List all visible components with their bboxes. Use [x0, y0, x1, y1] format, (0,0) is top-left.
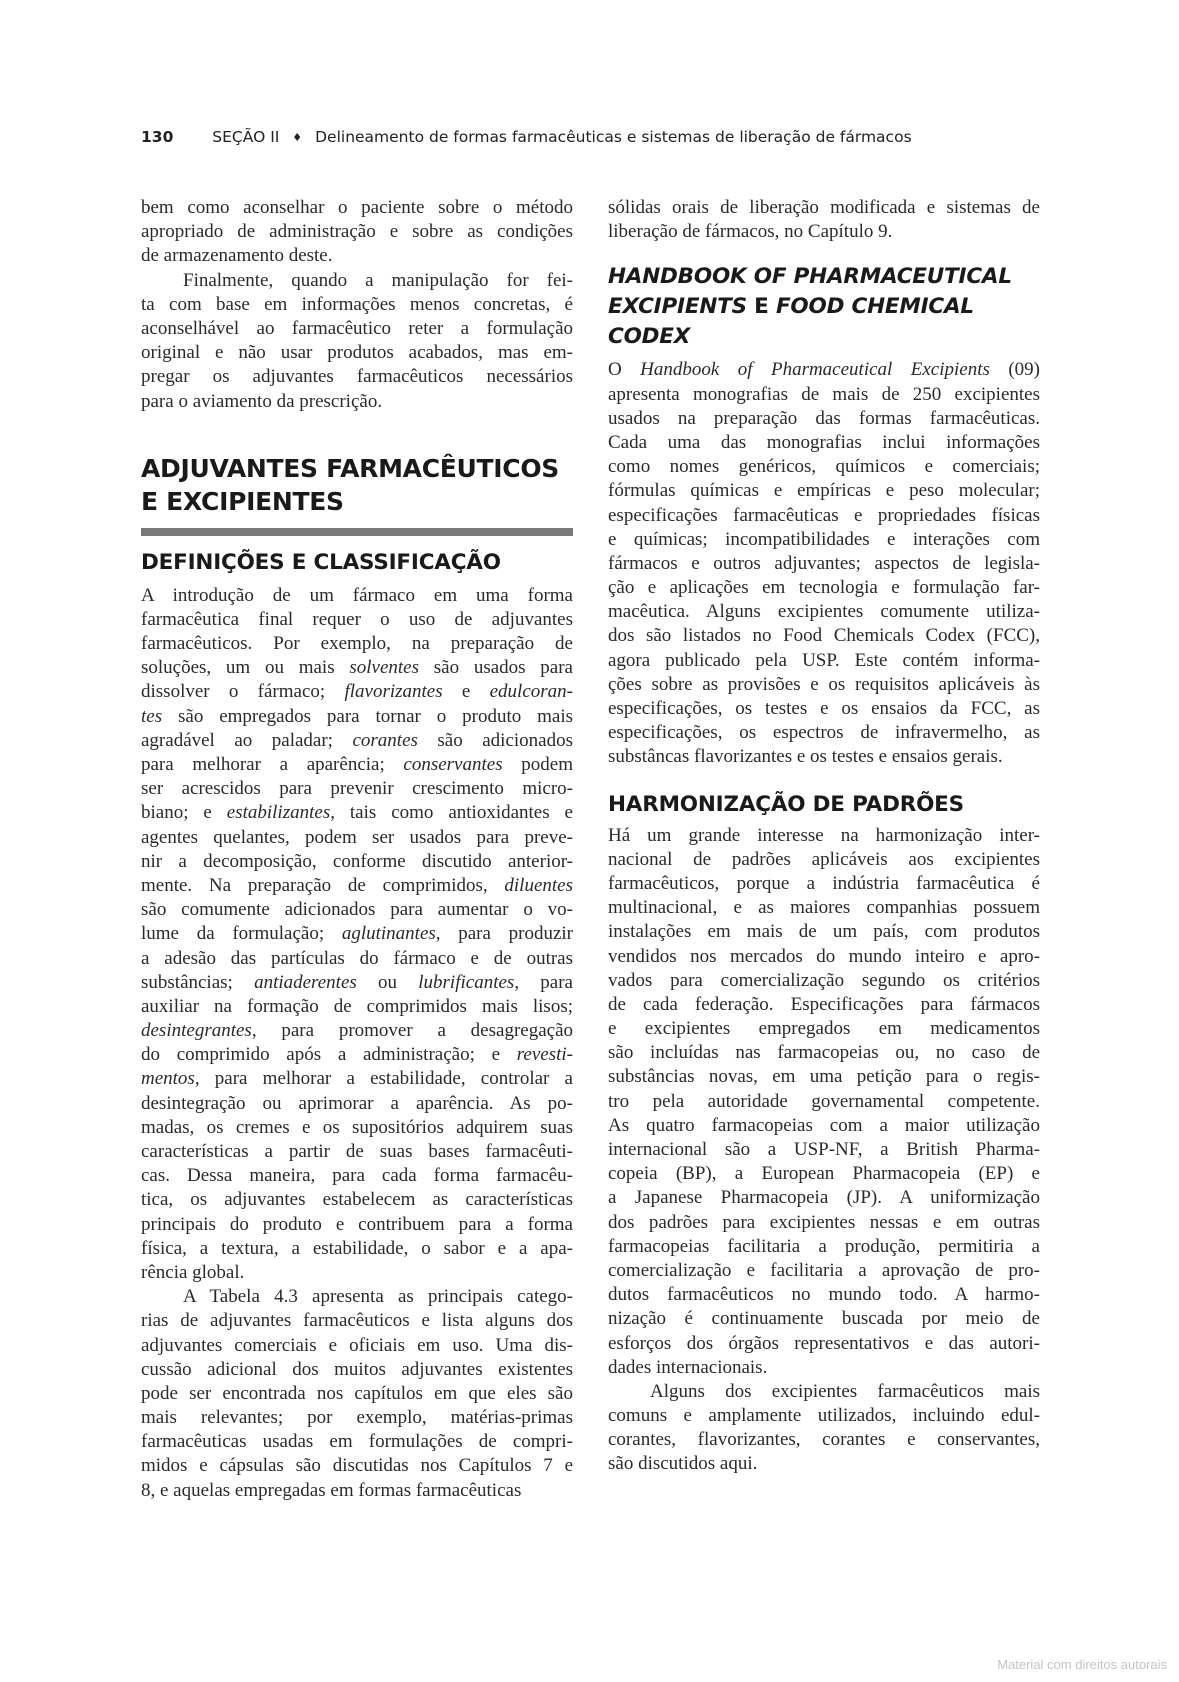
- emphasized-term: diluentes: [504, 874, 573, 896]
- text-line: midos e cápsulas são discutidas nos Capítulos 7 e: [141, 1455, 573, 1477]
- text-run: biano; e: [141, 802, 227, 824]
- text-run: Cada uma das monografias inclui informações: [608, 431, 1040, 453]
- text-line: corantes, flavorizantes, corantes e conservantes,: [608, 1429, 1040, 1451]
- emphasized-term: solventes: [349, 657, 419, 679]
- text-line: dades internacionais.: [608, 1356, 768, 1378]
- emphasized-term: edulcoran-: [489, 681, 573, 703]
- text-run: , para promover a desagregação: [251, 1020, 573, 1042]
- text-run: nir a decomposição, conforme discutido anterior-: [141, 850, 573, 872]
- heading-rule: [141, 528, 573, 536]
- text-run: e químicas; incompatibilidades e interações com: [608, 528, 1040, 550]
- text-run: ou: [356, 971, 419, 993]
- text-run: especificações, os testes e os ensaios da FCC, as: [608, 698, 1040, 719]
- text-run: agradável ao paladar;: [141, 729, 353, 751]
- text-line: [608, 649, 1040, 673]
- emphasized-term: estabilizantes: [226, 802, 331, 824]
- text-run: principais do produto e contribuem para a forma: [141, 1213, 573, 1235]
- text-line: comercialização e facilitaria a aprovação de pro-: [608, 1259, 1040, 1281]
- text-line: As quatro farmacopeias com a maior utilização: [608, 1114, 1040, 1136]
- text-run: são empregados para tornar o produto mais: [162, 705, 573, 727]
- text-run: física, a textura, a estabilidade, o sabor e a apa-: [141, 1237, 573, 1259]
- text-line: [608, 479, 1040, 503]
- text-line: [608, 528, 1040, 552]
- text-run: substâncas flavorizantes e os testes e ensaios gerais.: [608, 746, 1003, 768]
- text-line: são incluídas nas farmacopeias ou, no caso de: [608, 1042, 1040, 1064]
- text-run: (09): [989, 359, 1040, 381]
- text-line: substâncias novas, em uma petição para o regis-: [608, 1066, 1040, 1088]
- text-run: cas. Dessa maneira, para cada forma farmacêu-: [141, 1165, 573, 1187]
- section-heading-line-2: E EXCIPIENTES: [141, 486, 344, 516]
- handbook-heading-line-2-conj: E: [746, 294, 776, 320]
- text-line: [608, 455, 1040, 479]
- paragraph-final: [608, 1380, 1040, 1477]
- text-run: fármacos e outros adjuvantes; aspectos de legisla-: [608, 552, 1040, 574]
- text-line: [608, 358, 1040, 382]
- text-run: farmacêutica final requer o uso de adjuvantes: [141, 608, 573, 630]
- text-run: desintegração ou aprimorar a aparência. As po-: [141, 1092, 573, 1114]
- text-line: [608, 407, 1040, 431]
- section-heading-line-1: ADJUVANTES FARMACÊUTICOS: [141, 453, 559, 483]
- text-line: [141, 898, 573, 922]
- text-line: instalações em mais de um país, com produtos: [608, 921, 1040, 943]
- emphasized-term: corantes: [352, 729, 418, 751]
- text-run: a adesão das partículas do fármaco e de outras: [141, 947, 573, 969]
- subheading-harmonizacao: HARMONIZAÇÃO DE PADRÕES: [608, 791, 964, 817]
- text-line: tro pela autoridade governamental competente.: [608, 1090, 1040, 1112]
- text-run: especificações farmacêuticas e propriedades físicas: [608, 504, 1040, 526]
- text-line: mais relevantes; por exemplo, matérias-primas: [141, 1407, 573, 1429]
- text-run: , para produzir: [435, 923, 573, 945]
- emphasized-term: mentos: [141, 1068, 195, 1090]
- text-line: [141, 608, 573, 632]
- chapter-title: Delineamento de formas farmacêuticas e sistemas de liberação de fármacos: [315, 128, 912, 146]
- text-line: [141, 801, 573, 825]
- text-run: especificações, os espectros de infravermelho, as: [608, 722, 1040, 744]
- emphasized-term: revesti-: [516, 1044, 573, 1066]
- text-line: [608, 721, 1040, 745]
- text-line: pode ser encontrada nos capítulos em que eles são: [141, 1382, 573, 1404]
- text-line: [608, 504, 1040, 528]
- text-line: [608, 552, 1040, 576]
- text-run: do comprimido após a administração; e: [141, 1044, 517, 1066]
- text-line: apropriado de administração e sobre as condições: [141, 221, 573, 243]
- text-line: Finalmente, quando a manipulação for fei-: [183, 269, 573, 291]
- handbook-heading-line-2b: FOOD CHEMICAL: [775, 294, 974, 320]
- text-line: A Tabela 4.3 apresenta as principais catego-: [183, 1286, 573, 1308]
- text-line: dos padrões para excipientes nessas e em outras: [608, 1211, 1040, 1233]
- text-run: agora publicado pela USP. Este contém informa-: [608, 649, 1040, 671]
- text-line: adjuvantes comerciais e oficiais em uso. Uma dis-: [141, 1334, 573, 1356]
- text-run: madas, os cremes e os supositórios adquirem suas: [141, 1116, 573, 1138]
- text-line: cussão adicional dos muitos adjuvantes existentes: [141, 1358, 573, 1380]
- text-line: [141, 922, 573, 946]
- text-run: , para melhorar a estabilidade, controlar a: [194, 1068, 573, 1090]
- text-line: [608, 745, 1040, 769]
- text-run: agentes quelantes, podem ser usados para preve-: [141, 826, 573, 848]
- right-column: [608, 196, 1040, 1477]
- paragraph-handbook: [608, 358, 1040, 769]
- text-run: dos são listados no Food Chemicals Codex (FCC),: [608, 625, 1040, 647]
- text-line: [141, 1019, 573, 1043]
- text-run: substâncias;: [141, 971, 255, 993]
- intro-paragraph: [141, 196, 573, 269]
- text-line: [141, 1237, 573, 1261]
- text-line: [141, 1092, 573, 1116]
- handbook-heading-line-3: CODEX: [608, 324, 691, 350]
- text-line: vados para comercialização segundo os critérios: [608, 969, 1040, 991]
- text-run: A introdução de um fármaco em uma forma: [141, 584, 573, 606]
- text-line: 8, e aquelas empregadas em formas farmacêuticas: [141, 1479, 522, 1501]
- text-line: [141, 1164, 573, 1188]
- text-line: internacional são a USP-NF, a British Pharma-: [608, 1139, 1040, 1160]
- paragraph-definitions: [141, 584, 573, 1285]
- paragraph-tabela: [141, 1285, 573, 1503]
- text-line: [141, 705, 573, 729]
- text-run: lume da formulação;: [141, 923, 342, 945]
- text-line: [141, 826, 573, 850]
- emphasized-term: Handbook of Pharmaceutical Excipients: [640, 359, 990, 381]
- text-line: [141, 1067, 573, 1091]
- text-line: [141, 753, 573, 777]
- text-line: de armazenamento deste.: [141, 245, 333, 267]
- text-line: [608, 673, 1040, 697]
- text-run: podem: [502, 754, 573, 775]
- text-line: a Japanese Pharmacopeia (JP). A uniformização: [608, 1187, 1040, 1209]
- text-line: [141, 1213, 573, 1237]
- text-line: aconselhável ao farmacêutico reter a formulação: [141, 317, 573, 339]
- text-line: [141, 680, 573, 704]
- text-run: soluções, um ou mais: [141, 657, 350, 679]
- text-line: liberação de fármacos, no Capítulo 9.: [608, 221, 893, 243]
- text-line: ta com base em informações menos concretas, é: [141, 293, 573, 315]
- emphasized-term: conservantes: [403, 754, 503, 775]
- text-line: [141, 632, 573, 656]
- subheading-definicoes: DEFINIÇÕES E CLASSIFICAÇÃO: [141, 549, 501, 575]
- section-heading: [141, 452, 573, 518]
- text-run: são usados para: [419, 657, 573, 679]
- emphasized-term: desintegrantes: [141, 1020, 252, 1042]
- text-line: [141, 1043, 573, 1067]
- text-line: [608, 431, 1040, 455]
- handbook-heading: [608, 262, 1040, 352]
- text-line: [141, 971, 573, 995]
- text-run: dissolver o fármaco;: [141, 681, 345, 703]
- text-line: [141, 1261, 573, 1285]
- text-line: nização é continuamente buscada por meio de: [608, 1308, 1040, 1330]
- text-line: multinacional, e as maiores companhias possuem: [608, 897, 1040, 919]
- emphasized-term: antiaderentes: [254, 971, 357, 993]
- left-column: [141, 196, 573, 1503]
- text-line: nacional de padrões aplicáveis aos excipientes: [608, 848, 1040, 870]
- text-run: apresenta monografias de mais de 250 excipientes: [608, 383, 1040, 405]
- section-label: SEÇÃO II: [212, 128, 280, 146]
- text-run: ser acrescidos para prevenir crescimento micro-: [141, 778, 573, 800]
- paragraph-harmonization: [608, 824, 1040, 1380]
- text-run: O: [608, 359, 641, 381]
- text-run: farmacêuticos. Por exemplo, na preparação de: [141, 633, 573, 655]
- text-line: [608, 624, 1040, 648]
- emphasized-term: lubrificantes: [418, 971, 515, 993]
- text-line: [141, 1188, 573, 1212]
- text-line: [608, 697, 1040, 721]
- text-line: de cada federação. Especificações para fármacos: [608, 993, 1040, 1015]
- text-line: [141, 947, 573, 971]
- text-run: características a partir de suas bases farmacêuti-: [141, 1141, 573, 1162]
- emphasized-term: aglutinantes: [341, 923, 436, 945]
- copyright-watermark: Material com direitos autorais: [997, 1657, 1167, 1672]
- text-run: macêutica. Alguns excipientes comumente utiliza-: [608, 601, 1040, 623]
- text-run: rência global.: [141, 1261, 245, 1283]
- text-line: comuns e amplamente utilizados, incluindo edul-: [608, 1405, 1040, 1427]
- text-line: e excipientes empregados em medicamentos: [608, 1018, 1040, 1040]
- emphasized-term: tes: [141, 705, 163, 727]
- text-run: são adicionados: [417, 729, 573, 751]
- diamond-separator-icon: ♦: [292, 131, 303, 144]
- text-line: para o aviamento da prescrição.: [141, 390, 383, 412]
- text-run: tica, os adjuvantes estabelecem as características: [141, 1189, 573, 1211]
- handbook-heading-line-1: HANDBOOK OF PHARMACEUTICAL: [608, 264, 1012, 290]
- text-run: ção e aplicações em tecnologia e formulação far-: [608, 577, 1040, 599]
- text-line: [141, 584, 573, 608]
- text-line: [141, 995, 573, 1019]
- text-line: dutos farmacêuticos no mundo todo. A harmo-: [608, 1284, 1040, 1306]
- handbook-heading-line-2a: EXCIPIENTS: [608, 294, 747, 320]
- text-line: [608, 600, 1040, 624]
- continuation-paragraph: [608, 196, 1040, 244]
- text-line: [141, 729, 573, 753]
- text-line: farmacêuticos, porque a indústria farmacêutica é: [608, 872, 1040, 894]
- text-run: como nomes genéricos, químicos e comerciais;: [608, 456, 1040, 478]
- text-line: [141, 777, 573, 801]
- running-header: [141, 128, 971, 154]
- text-run: para melhorar a aparência;: [141, 754, 404, 775]
- text-run: auxiliar na formação de comprimidos mais lisos;: [141, 995, 573, 1017]
- text-line: são discutidos aqui.: [608, 1453, 758, 1475]
- text-line: [141, 656, 573, 680]
- text-run: e: [442, 681, 490, 703]
- text-run: usados na preparação das formas farmacêuticas.: [608, 407, 1040, 429]
- paragraph-finalmente: [141, 269, 573, 414]
- text-line: [141, 874, 573, 898]
- text-run: ções sobre as provisões e os requisitos aplicáveis às: [608, 673, 1040, 695]
- text-line: pregar os adjuvantes farmacêuticos necessários: [141, 366, 573, 388]
- text-run: mente. Na preparação de comprimidos,: [141, 874, 505, 896]
- text-run: , para: [514, 971, 573, 993]
- text-line: [608, 383, 1040, 407]
- text-line: Há um grande interesse na harmonização inter-: [608, 824, 1040, 846]
- text-line: [141, 850, 573, 874]
- text-line: [608, 576, 1040, 600]
- page-number: 130: [141, 128, 174, 146]
- text-line: farmacêuticas usadas em formulações de compri-: [141, 1431, 573, 1453]
- text-line: copeia (BP), a European Pharmacopeia (EP) e: [608, 1163, 1040, 1185]
- text-line: esforços dos órgãos representativos e das autori-: [608, 1332, 1040, 1354]
- emphasized-term: flavorizantes: [344, 681, 443, 703]
- text-line: sólidas orais de liberação modificada e sistemas de: [608, 197, 1040, 218]
- text-line: [141, 1140, 573, 1164]
- text-line: [141, 1116, 573, 1140]
- text-run: , tais como antioxidantes e: [330, 802, 573, 824]
- text-line: farmacopeias facilitaria a produção, permitiria a: [608, 1235, 1040, 1257]
- text-line: original e não usar produtos acabados, mas em-: [141, 342, 573, 364]
- text-line: vendidos nos mercados do mundo inteiro e apro-: [608, 945, 1040, 967]
- text-run: fórmulas químicas e empíricas e peso molecular;: [608, 480, 1040, 502]
- text-line: bem como aconselhar o paciente sobre o método: [141, 197, 573, 218]
- text-line: rias de adjuvantes farmacêuticos e lista alguns dos: [141, 1310, 573, 1332]
- text-run: são comumente adicionados para aumentar o vo-: [141, 899, 573, 921]
- text-line: Alguns dos excipientes farmacêuticos mais: [650, 1380, 1040, 1402]
